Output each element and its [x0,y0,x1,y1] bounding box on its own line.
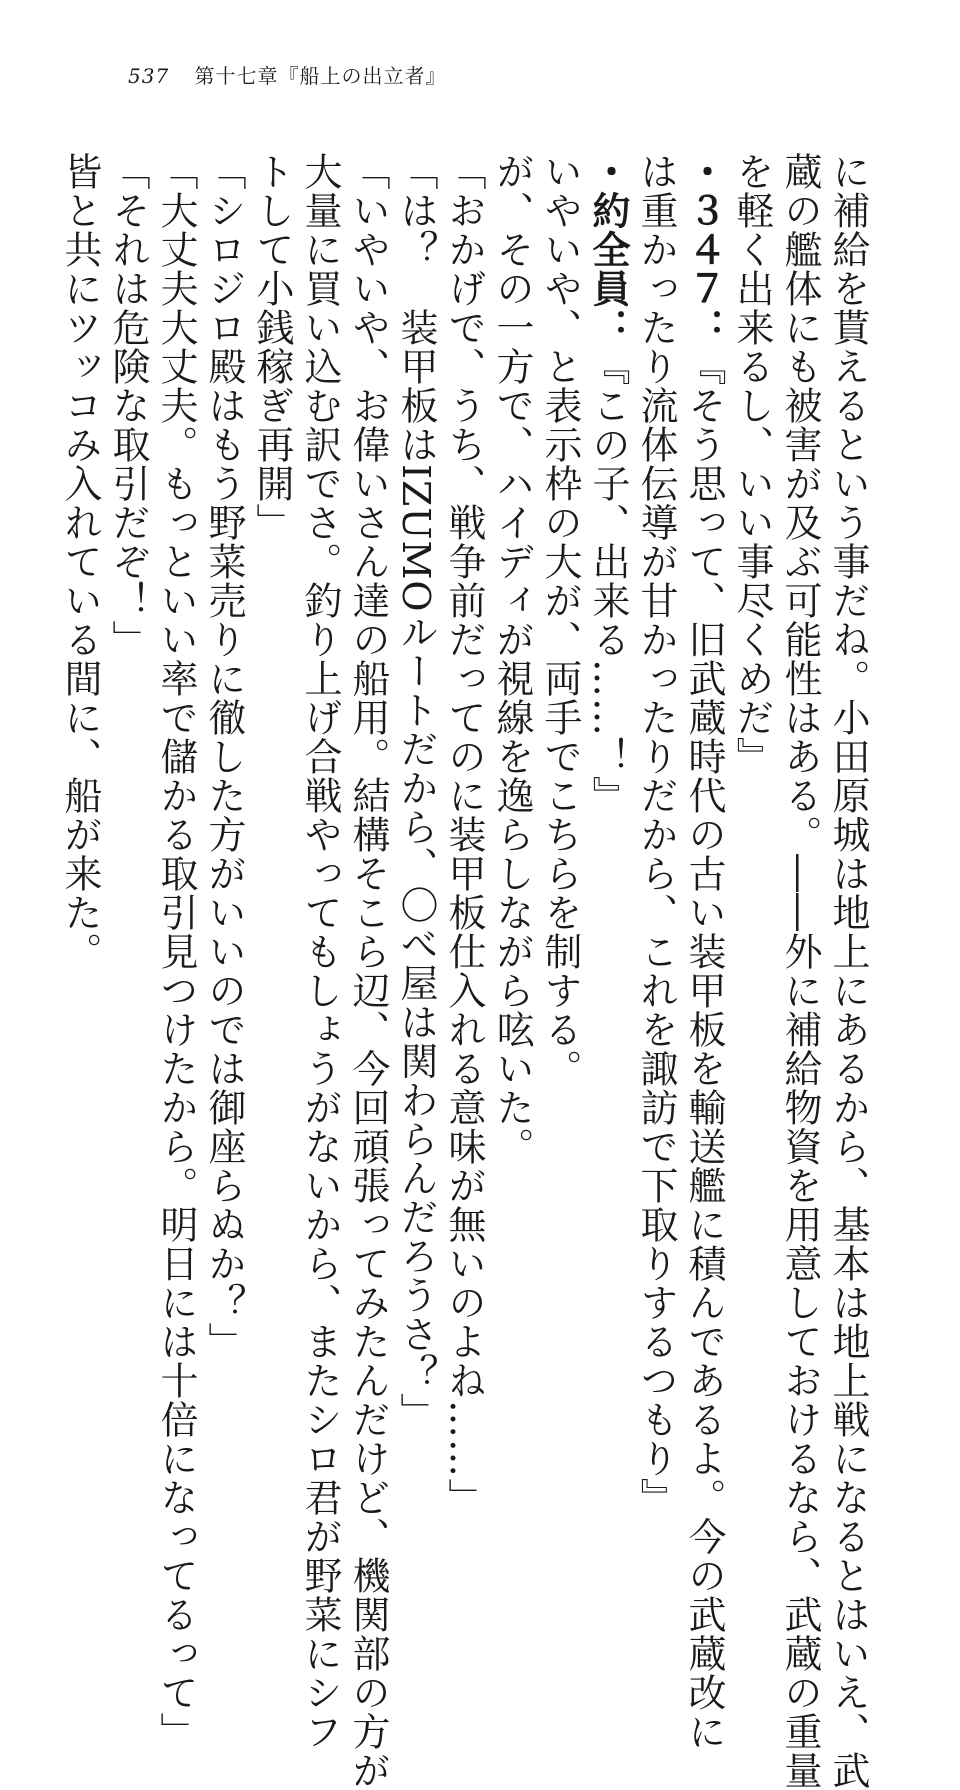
text-line [152,152,200,1751]
text-line [776,152,824,1790]
text-line [104,152,152,1342]
text-line [56,152,104,1342]
text-line [632,152,680,1517]
text-line [680,152,728,1751]
speaker-label: ・約全員： [586,152,630,347]
text-line [536,152,584,1342]
text-line [344,152,392,1790]
vertical-body-text [56,152,872,1790]
line-text: を軽く出来るし、いい事尽くめだ』 [730,152,774,776]
text-line [248,152,296,1342]
text-line [296,152,344,1751]
line-text: 蔵の艦体にも被害が及ぶ可能性はある。――外に補給物資を用意しておけるなら、武蔵の重量 [778,152,822,1790]
chapter-title: 第十七章『船上の出立者』 [194,64,447,88]
line-text: いやいや、と表示枠の大が、両手でこちらを制する。 [538,152,582,1088]
line-text: 「おかげで、うち、戦争前だってのに装甲板仕入れる意味が無いのよね……」 [442,152,486,1517]
speaker-label: ・３４７： [682,152,726,347]
line-text: 「それは危険な取引だぞ！」 [106,152,150,659]
text-line [200,152,248,1361]
line-text: 「シロジロ殿はもう野菜売りに徹した方がいいのでは御座らぬか？」 [202,152,246,1361]
line-text: 「いやいや、お偉いさん達の船用。結構そこら辺、今回頑張ってみたんだけど、機関部の方が [346,152,390,1790]
line-text: は重かったり流体伝導が甘かったりだから、これを諏訪で下取りするつもり』 [634,152,678,1517]
text-line [440,152,488,1517]
text-line [392,152,440,1432]
text-line [584,152,632,1342]
running-header [128,60,447,89]
page-number: 537 [128,64,170,88]
line-text: 皆と共にツッコみ入れている間に、船が来た。 [58,152,102,971]
text-line [728,152,776,1342]
line-text: 『この子、出来る……！』 [586,347,630,815]
line-text: 「は？ 装甲板はIZUMOルートだから、〇べ屋は関わらんだろうさ？」 [394,152,438,1432]
text-line [824,152,872,1790]
line-text: 大量に買い込む訳でさ。釣り上げ合戦やってもしょうがないから、またシロ君が野菜にシフ [298,152,342,1751]
line-text: 「大丈夫大丈夫。もっといい率で儲かる取引見つけたから。明日には十倍になってるって」 [154,152,198,1751]
line-text: に補給を貰えるという事だね。小田原城は地上にあるから、基本は地上戦になるとはいえ、武 [826,152,870,1790]
text-line [488,152,536,1342]
line-text: が、その一方で、ハイディが視線を逸らしながら呟いた。 [490,152,534,1166]
line-text: トして小銭稼ぎ再開」 [250,152,294,542]
line-text: 『そう思って、旧武蔵時代の古い装甲板を輸送艦に積んであるよ。今の武蔵改に [682,347,726,1751]
